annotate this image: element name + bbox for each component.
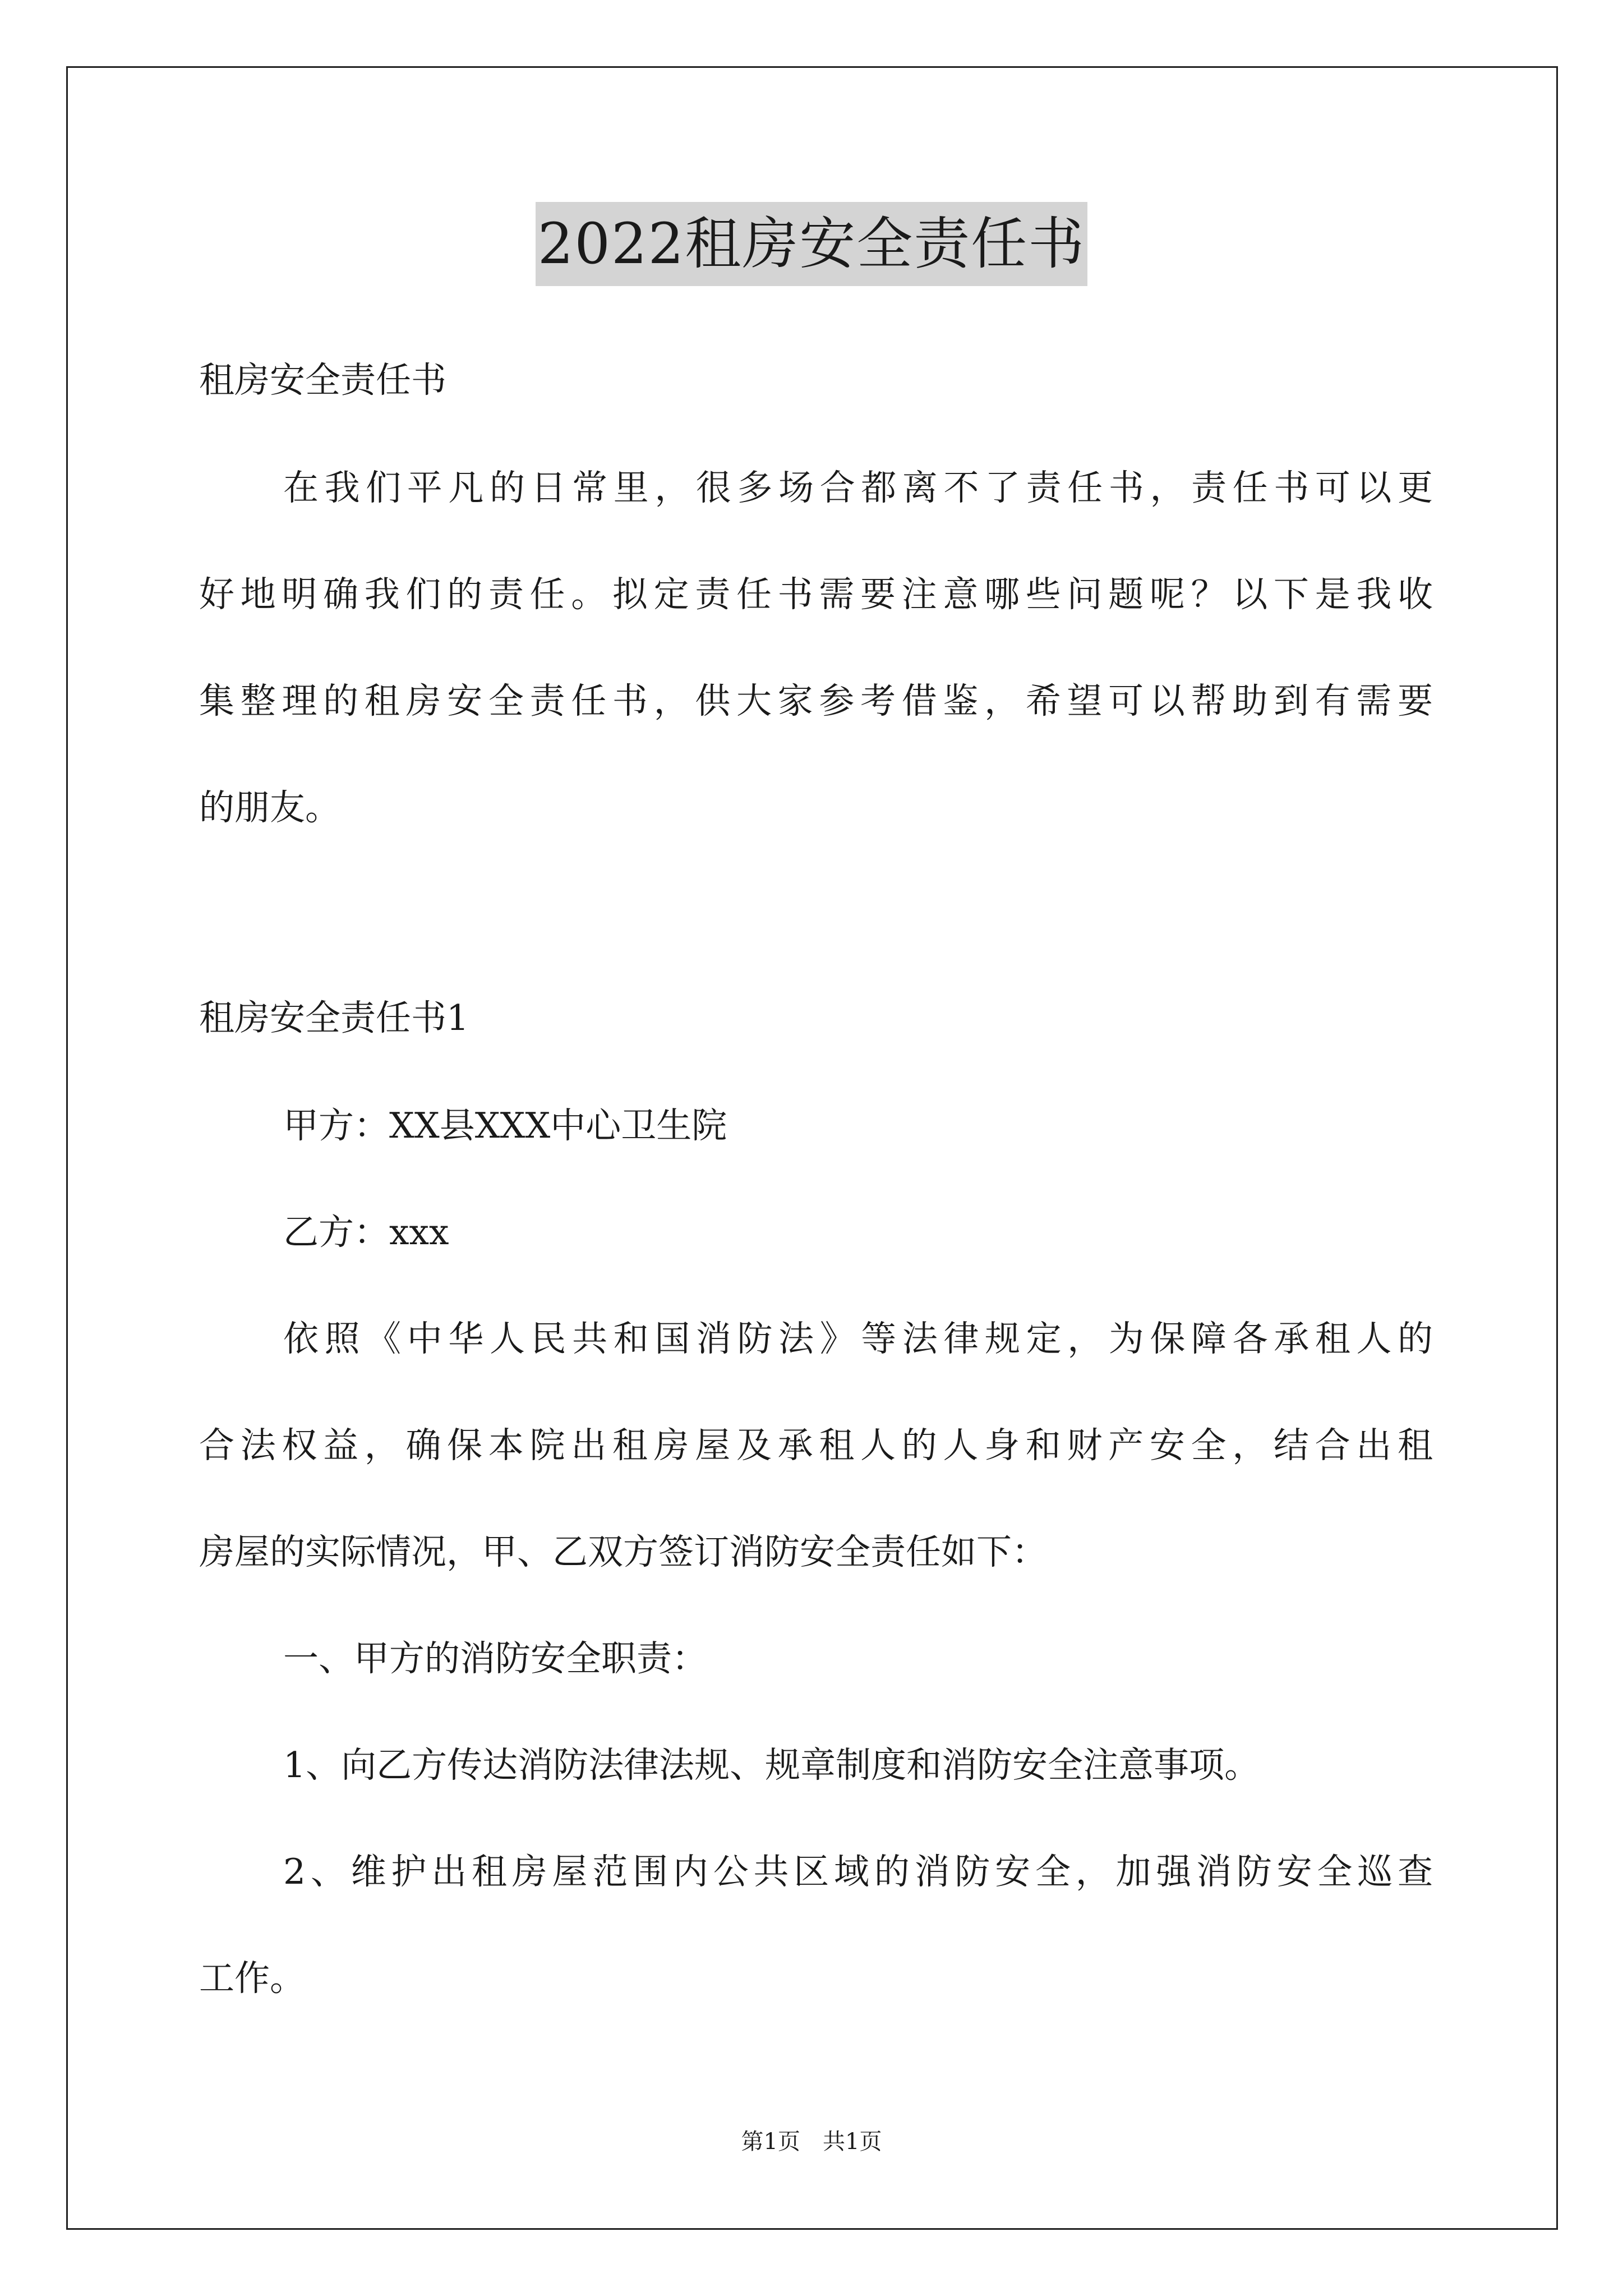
clause-heading: 一、甲方的消防安全职责： <box>283 1638 707 1679</box>
paragraph-line: 集整理的租房安全责任书，供大家参考借鉴，希望可以帮助到有需要 <box>199 680 1433 721</box>
title-container <box>0 202 1623 286</box>
section-heading: 租房安全责任书 <box>199 360 446 401</box>
paragraph-line: 依照《中华人民共和国消防法》等法律规定，为保障各承租人的 <box>283 1318 1433 1359</box>
clause-item: 2、维护出租房屋范围内公共区域的消防安全，加强消防安全巡查 <box>283 1851 1433 1892</box>
clause-item-continued: 工作。 <box>199 1958 305 1999</box>
page-footer: 第1页 共1页 <box>741 2129 882 2155</box>
paragraph-line: 合法权益，确保本院出租房屋及承租人的人身和财产安全，结合出租 <box>199 1425 1433 1466</box>
document-title: 2022租房安全责任书 <box>536 202 1088 286</box>
paragraph-line: 的朋友。 <box>199 787 340 828</box>
paragraph-line: 房屋的实际情况，甲、乙双方签订消防安全责任如下： <box>199 1531 1047 1572</box>
party-a-line: 甲方：XX县XXX中心卫生院 <box>283 1105 727 1146</box>
section-heading: 租房安全责任书1 <box>199 997 469 1038</box>
clause-item: 1、向乙方传达消防法律法规、规章制度和消防安全注意事项。 <box>283 1745 1260 1786</box>
paragraph-line: 好地明确我们的责任。拟定责任书需要注意哪些问题呢？以下是我收 <box>199 574 1433 615</box>
paragraph-line: 在我们平凡的日常里，很多场合都离不了责任书，责任书可以更 <box>283 467 1433 508</box>
party-b-line: 乙方：xxx <box>283 1212 449 1253</box>
